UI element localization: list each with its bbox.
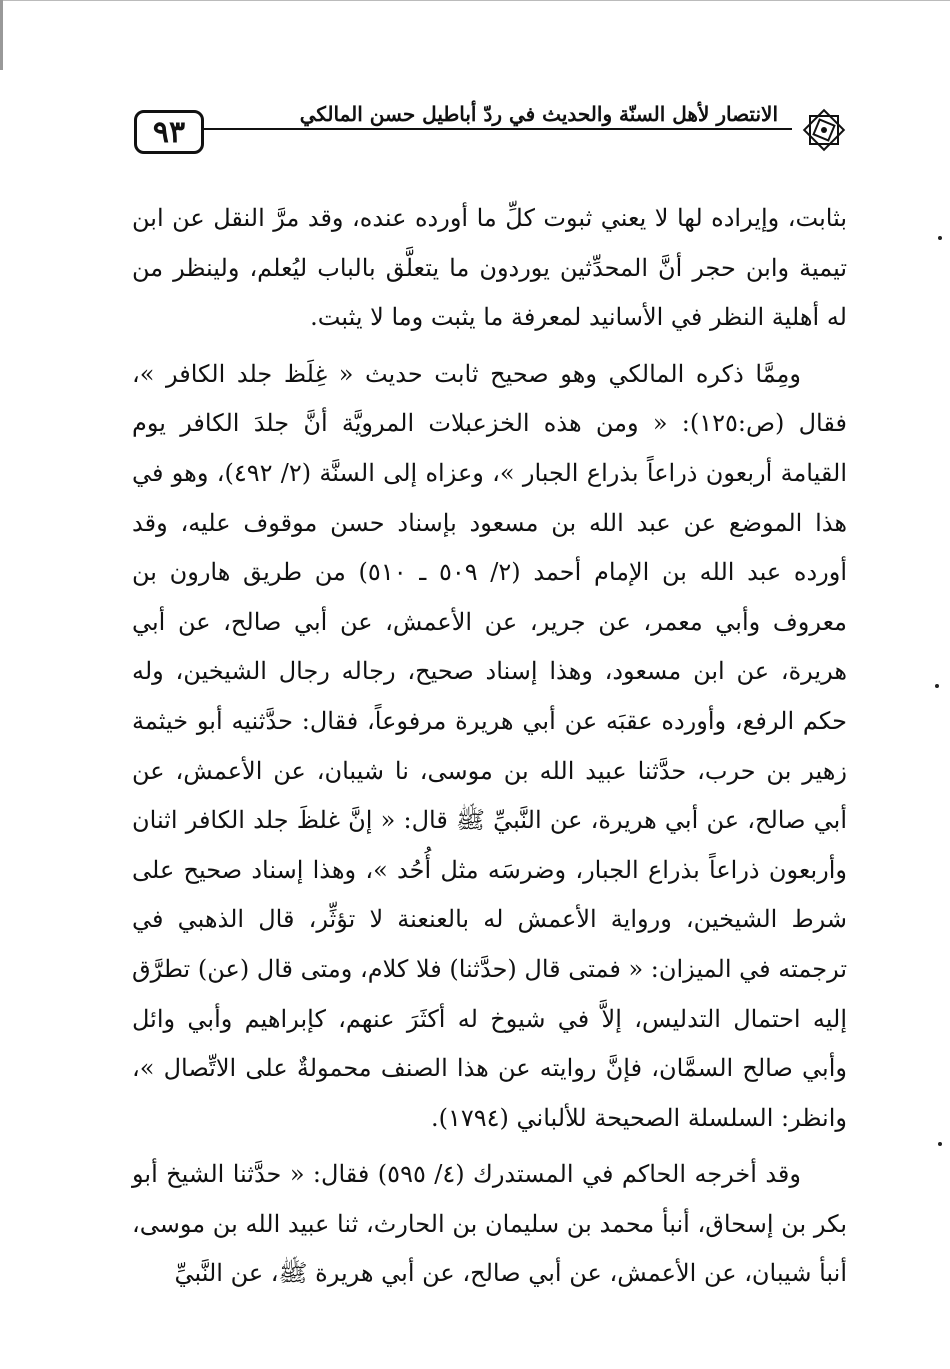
running-title: الانتصار لأهل السنّة والحديث في ردّ أباطيل حسن المالكي [294,102,784,126]
octagram-ornament-icon [798,104,850,156]
paragraph-1: بثابت، وإيراده لها لا يعني ثبوت كلِّ ما أورده عنده، وقد مرَّ النقل عن ابن تيمية وابن حجر أنَّ المحدِّثين يوردون ما يتعلَّق بالباب ليُعلم، ولينظر من له أهلية النظر في الأسانيد لمعرفة ما يثبت وما لا يثبت. [132,204,847,332]
paragraph-3: وقد أخرجه الحاكم في المستدرك (٤/ ٥٩٥) فقال: « حدَّثنا الشيخ أبو بكر بن إسحاق، أنبأ محمد بن سليمان بن الحارث، ثنا عبيد الله بن موسى، أنبأ شيبان، عن الأعمش، عن أبي صالح، عن أبي هريرة ﷺ، عن النَّبيِّ [132,1160,847,1288]
page-number: ٩٣ [134,110,204,154]
header-rule [202,128,792,130]
page-body [132,194,847,1306]
scan-speck [938,236,942,240]
scan-edge-top [0,0,950,9]
scan-speck [938,1142,942,1146]
scan-edge-left [0,0,3,70]
page-header [130,96,850,158]
paragraph-2: ومِمَّا ذكره المالكي وهو صحيح ثابت حديث « غِلَظ جلد الكافر »، فقال (ص:١٢٥): « ومن هذه الخزعبلات المرويَّة أنَّ جلدَ الكافر يوم القيامة أربعون ذراعاً بذراع الجبار »، وعزاه إلى السنَّة (٢/ ٤٩٢)، وهو في هذا الموضع عن عبد الله بن مسعود بإسناد حسن موقوف عليه، وقد أورده عبد الله بن الإمام أحمد (٢/ ٥٠٩ ـ ٥١٠) من طريق هارون بن معروف وأبي معمر، عن جرير، عن الأعمش، عن أبي صالح، عن أبي هريرة، عن ابن مسعود، وهذا إسناد صحيح، رجاله رجال الشيخين، وله حكم الرفع، وأورده عقبَه عن أبي هريرة مرفوعاً، فقال: حدَّثنيه أبو خيثمة زهير بن حرب، حدَّثنا عبيد الله بن موسى، نا شيبان، عن الأعمش، عن أبي صالح، عن أبي هريرة، عن النَّبيِّ ﷺ قال: « إنَّ غلظَ جلد الكافر اثنان وأربعون ذراعاً بذراع الجبار، وضرسَه مثل أُحُد »، وهذا إسناد صحيح على شرط الشيخين، ورواية الأعمش له بالعنعنة لا تؤثِّر، قال الذهبي في ترجمته في الميزان: « فمتى قال (حدَّثنا) فلا كلام، ومتى قال (عن) تطرَّق إليه احتمال التدليس، إلاَّ في شيوخ له أكثَرَ عنهم، كإبراهيم وأبي وائل وأبي صالح السمَّان، فإنَّ روايته عن هذا الصنف محمولةٌ على الاتِّصال »، وانظر: السلسلة الصحيحة للألباني (١٧٩٤). [132,359,848,1132]
scan-speck [935,684,939,688]
